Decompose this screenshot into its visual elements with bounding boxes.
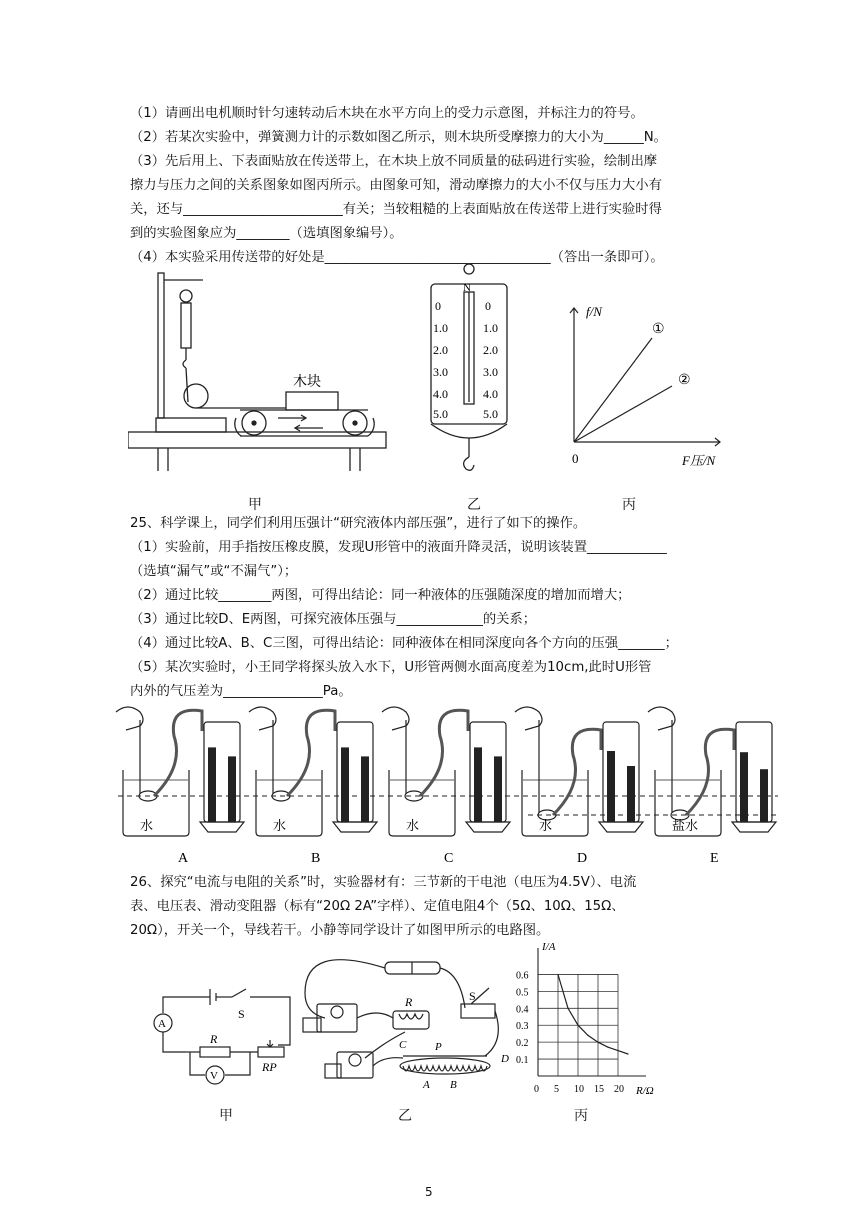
graph-ylabel: f/N <box>586 304 602 319</box>
series-point <box>617 1050 618 1051</box>
q24-line-7: （4）本实验采用传送带的好处是__________________________________（答出一条即可）。 <box>130 250 664 265</box>
tick-left-1: 1.0 <box>433 321 448 335</box>
chart-xlabel: R/Ω <box>636 1085 654 1097</box>
setup-D <box>515 707 643 866</box>
liquid-label-E: 盐水 <box>672 818 699 833</box>
q26-line-1: 26、探究“电流与电阻的关系”时，实验器材有：三节新的干电池（电压为4.5V）、电流 <box>130 875 637 890</box>
y-tick-label: 0.4 <box>516 1004 529 1016</box>
switch-S: S <box>238 1007 245 1021</box>
q25-line-1: 25、科学课上，同学们利用压强计“研究液体内部压强”，进行了如下的操作。 <box>130 516 587 531</box>
q25-line-3: （选填“漏气”或“不漏气”）； <box>130 564 298 579</box>
tick-left-2: 2.0 <box>433 343 448 357</box>
yi-resistor-R: R <box>405 995 413 1009</box>
q26-caption-jia: 甲 <box>219 1108 233 1124</box>
rheostat-Rp: RP <box>262 1060 277 1074</box>
yi-terminal-C: C <box>399 1039 407 1051</box>
setup-caption-E: E <box>710 851 719 866</box>
series-point <box>607 1047 608 1048</box>
spring-balance-unit: N <box>463 282 471 294</box>
liquid-label-C: 水 <box>406 818 420 833</box>
q26-caption-yi: 乙 <box>398 1108 412 1124</box>
q25-line-8: 内外的气压差为_______________Pa。 <box>130 684 352 699</box>
y-tick-label: 0.1 <box>516 1055 529 1067</box>
q25-line-2: （1）实验前，用手指按压橡皮膜，发现U形管中的液面升降灵活，说明该装置____________ <box>130 540 667 555</box>
tick-left-3: 3.0 <box>433 365 448 379</box>
q26-line-3: 20Ω），开关一个，导线若干。小静等同学设计了如图甲所示的电路图。 <box>130 923 550 938</box>
q26-figure-jia-circuit <box>150 985 300 1085</box>
setup-caption-D: D <box>577 851 588 866</box>
tick-right-2: 2.0 <box>483 343 498 357</box>
q24-line-4: 擦力与压力之间的关系图象如图丙所示。由图象可知，滑动摩擦力的大小不仅与压力大小有 <box>130 178 662 193</box>
q24-figure-yi-spring-balance <box>425 262 535 477</box>
x-tick-label: 10 <box>574 1084 584 1095</box>
q24-line-3: （3）先后用上、下表面贴放在传送带上，在木块上放不同质量的砝码进行实验，绘制出摩 <box>130 154 658 169</box>
series-point <box>557 974 558 975</box>
setup-C <box>382 707 510 866</box>
tick-left-5: 5.0 <box>433 407 448 421</box>
setup-B <box>249 707 377 866</box>
q25-line-5: （3）通过比较D、E两图，可探究液体压强与_____________的关系； <box>130 612 537 627</box>
setup-caption-C: C <box>444 851 454 866</box>
q24-line-5: 关，还与________________________有关；当较粗糙的上表面贴放在传送带上进行实验时得 <box>130 202 662 217</box>
q26-figure-yi-apparatus <box>295 948 510 1098</box>
setup-E <box>648 707 776 866</box>
graph-origin: 0 <box>572 451 579 466</box>
yi-slider-P: P <box>435 1041 442 1053</box>
resistor-R: R <box>210 1032 218 1046</box>
yi-terminal-B: B <box>450 1079 457 1091</box>
q25-line-6: （4）通过比较A、B、C三图，可得出结论：同种液体在相同深度向各个方向的压强_______； <box>130 636 678 651</box>
tick-left-0: 0 <box>435 299 441 313</box>
line-2-label: ② <box>678 373 691 388</box>
liquid-label-B: 水 <box>273 818 287 833</box>
q26-caption-bing: 丙 <box>574 1108 588 1124</box>
q26-line-2: 表、电压表、滑动变阻器（标有“20Ω 2A”字样）、定值电阻4个（5Ω、10Ω、15Ω、 <box>130 899 625 914</box>
series-point <box>597 1042 598 1043</box>
wood-block-label: 木块 <box>293 375 321 390</box>
x-tick-label: 20 <box>614 1084 624 1095</box>
tick-left-4: 4.0 <box>433 387 448 401</box>
yi-terminal-A: A <box>423 1079 430 1091</box>
y-tick-label: 0.5 <box>516 987 529 999</box>
q24-caption-bing: 丙 <box>622 497 636 513</box>
q24-figure-bing-graph <box>560 300 730 478</box>
q24-line-1: （1）请画出电机顺时针匀速转动后木块在水平方向上的受力示意图，并标注力的符号。 <box>130 106 644 121</box>
q24-figure-jia <box>128 268 398 473</box>
yi-terminal-D: D <box>501 1053 509 1065</box>
y-tick-label: 0.3 <box>516 1021 529 1033</box>
setup-caption-B: B <box>311 851 321 866</box>
q24-caption-yi: 乙 <box>467 497 481 513</box>
q24-line-6: 到的实验图象应为________（选填图象编号）。 <box>130 226 403 241</box>
liquid-label-A: 水 <box>140 818 154 833</box>
setup-A <box>116 707 244 866</box>
tick-right-5: 5.0 <box>483 407 498 421</box>
series-point <box>627 1053 628 1054</box>
line-1-label: ① <box>652 322 665 337</box>
series-point <box>577 1025 578 1026</box>
y-tick-label: 0.2 <box>516 1038 529 1050</box>
yi-switch-S: S <box>469 989 476 1003</box>
chart-ylabel: I/A <box>542 941 556 953</box>
q25-line-4: （2）通过比较________两图，可得出结论：同一种液体的压强随深度的增加而增大； <box>130 588 631 603</box>
q25-figure-pressure-setups <box>108 700 788 868</box>
tick-right-1: 1.0 <box>483 321 498 335</box>
graph-xlabel: F压/N <box>682 453 716 468</box>
x-tick-label: 15 <box>594 1084 604 1095</box>
q24-line-2: （2）若某次实验中，弹簧测力计的示数如图乙所示，则木块所受摩擦力的大小为______N。 <box>130 130 667 145</box>
voltmeter-V: V <box>210 1070 218 1082</box>
q26-figure-bing-chart <box>510 940 660 1100</box>
ammeter-A: A <box>158 1018 166 1030</box>
x-tick-label: 0 <box>534 1084 539 1095</box>
q24-caption-jia: 甲 <box>248 497 262 513</box>
setup-caption-A: A <box>178 851 189 866</box>
series-point <box>587 1035 588 1036</box>
tick-right-0: 0 <box>485 299 491 313</box>
tick-right-3: 3.0 <box>483 365 498 379</box>
y-tick-label: 0.6 <box>516 970 529 982</box>
x-tick-label: 5 <box>554 1084 559 1095</box>
tick-right-4: 4.0 <box>483 387 498 401</box>
series-point <box>567 1008 568 1009</box>
q25-line-7: （5）某次实验时，小王同学将探头放入水下，U形管两侧水面高度差为10cm,此时U形管 <box>130 660 652 675</box>
page-number: 5 <box>425 1185 433 1199</box>
liquid-label-D: 水 <box>539 818 553 833</box>
